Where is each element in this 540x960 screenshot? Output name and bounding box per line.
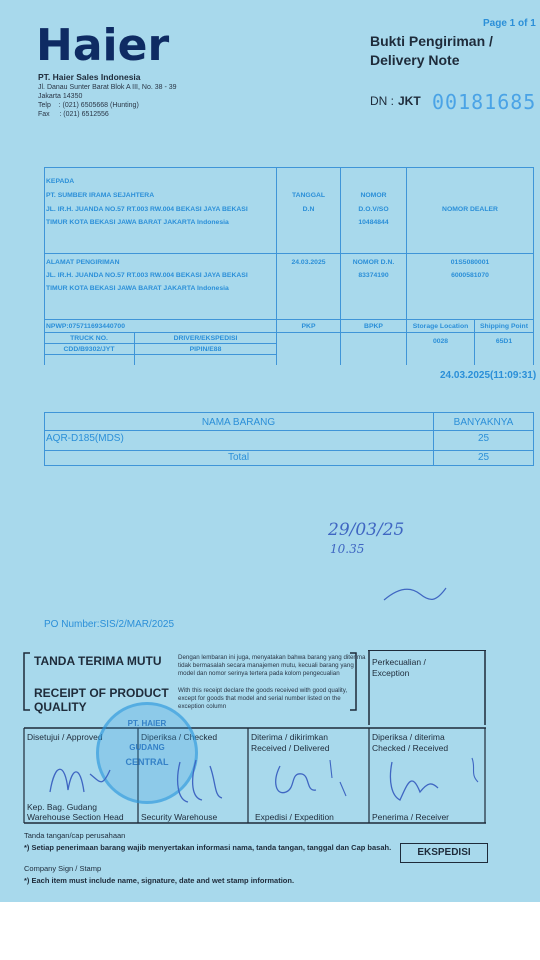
nomor-dn-value: 83374190	[358, 272, 389, 279]
kepada-label: KEPADA	[46, 178, 75, 185]
kepada-name: PT. SUMBER IRAMA SEJAHTERA	[46, 192, 155, 199]
storage-location-label: Storage Location	[412, 323, 469, 330]
nomor-label: NOMOR	[360, 192, 387, 199]
note-en: *) Each item must include name, signature, date and wet stamp information.	[24, 876, 295, 885]
dn-code: JKT	[398, 94, 421, 108]
exception-label-en: Exception	[372, 668, 410, 678]
warehouse-head-label-en: Warehouse Section Head	[27, 812, 124, 822]
alamat-address-1: JL. IR.H. JUANDA NO.57 RT.003 RW.004 BEKASI JAYA BEKASI	[46, 272, 248, 279]
tanggal-label: TANGGAL	[291, 192, 326, 199]
handwritten-signature	[380, 578, 450, 608]
security-warehouse-label: Security Warehouse	[141, 812, 218, 822]
storage-location-value: 0028	[432, 338, 449, 345]
dealer-number-1: 01S5080001	[450, 259, 490, 266]
note-id: *) Setiap penerimaan barang wajib menyertakan informasi nama, tanda tangan, tanggal dan Cap basah.	[24, 843, 392, 852]
title-line-1: Bukti Pengiriman /	[370, 33, 493, 49]
signature-scribbles	[40, 752, 520, 812]
receipt-heading-en-2: QUALITY	[34, 700, 87, 714]
receipt-text-id-1: Dengan lembaran ini juga, menyatakan bahwa barang yang diterima	[178, 654, 366, 661]
dn-number: 00181685	[432, 90, 537, 114]
po-number: PO Number:SIS/2/MAR/2025	[44, 619, 175, 630]
company-address-line: Jl. Danau Sunter Barat Blok A III, No. 38 - 39	[38, 84, 177, 91]
shipping-point-value: 65D1	[495, 338, 513, 345]
goods-item-qty: 25	[477, 433, 490, 444]
goods-total-qty: 25	[477, 452, 490, 463]
handwritten-time: 10.35	[330, 542, 365, 556]
approved-label: Disetujui / Approved	[27, 732, 103, 742]
receipt-text-en-1: With this receipt declare the goods received with good quality,	[178, 687, 348, 694]
goods-total-label: Total	[227, 452, 250, 463]
alamat-address-2: TIMUR KOTA BEKASI JAWA BARAT JAKARTA Indonesia	[46, 285, 229, 292]
document-title	[370, 32, 493, 70]
stamp-text-2: GUDANG	[129, 743, 165, 752]
receipt-text-id-3: model dan nomor serinya tertera pada kolom pengecualian	[178, 670, 340, 677]
kepada-address-2: TIMUR KOTA BEKASI JAWA BARAT JAKARTA Indonesia	[46, 219, 229, 226]
goods-col-qty: BANYAKNYA	[453, 417, 514, 428]
dn-label: DN :	[370, 94, 394, 108]
kepada-address-1: JL. IR.H. JUANDA NO.57 RT.003 RW.004 BEKASI JAYA BEKASI	[46, 206, 248, 213]
nomor-dn-label: NOMOR D.N.	[352, 259, 395, 266]
company-name: PT. Haier Sales Indonesia	[38, 72, 141, 82]
pkp-label: PKP	[301, 323, 316, 330]
alamat-label: ALAMAT PENGIRIMAN	[46, 259, 120, 266]
company-sign-en: Company Sign / Stamp	[24, 864, 102, 873]
company-phone: Telp : (021) 6505668 (Hunting)	[38, 102, 139, 109]
goods-table	[44, 412, 534, 466]
dn-date: 24.03.2025	[291, 259, 326, 266]
delivery-info-table	[44, 167, 537, 381]
nomor-sub-1: D.O.V/SO	[358, 206, 389, 213]
dealer-number-2: 6000581070	[451, 272, 489, 279]
exception-label: Perkecualian /	[372, 657, 426, 667]
copy-label: EKSPEDISI	[400, 843, 488, 863]
shipping-point-label: Shipping Point	[480, 323, 528, 330]
received-label-en: Received / Delivered	[251, 743, 330, 753]
handwritten-date: 29/03/25	[328, 520, 405, 540]
haier-logo: Haier	[36, 20, 170, 71]
receipt-text-en-2: except for goods that model and serial number listed on the	[178, 695, 341, 702]
print-timestamp: 24.03.2025(11:09:31)	[440, 370, 537, 381]
receipt-text-en-3: exception column	[178, 703, 227, 710]
page-indicator: Page 1 of 1	[483, 18, 536, 29]
truck-value: CDD/B9302/JYT	[63, 346, 115, 353]
checked-label: Diperiksa / Checked	[141, 732, 218, 742]
receiver-label: Penerima / Receiver	[372, 812, 450, 822]
received-label-id: Diterima / dikirimkan	[251, 732, 328, 742]
receipt-heading-en-1: RECEIPT OF PRODUCT	[34, 686, 169, 700]
warehouse-head-label-id: Kep. Bag. Gudang	[27, 802, 97, 812]
receipt-text-id-2: tidak bermasalah secara manajemen mutu, kecuali barang yang	[178, 662, 354, 669]
company-address-line: Jakarta 14350	[38, 93, 83, 100]
expedition-label: Expedisi / Expedition	[255, 812, 334, 822]
goods-col-name: NAMA BARANG	[201, 417, 276, 428]
checked-received-label-id: Diperiksa / diterima	[372, 732, 445, 742]
nomor-sub-2: 10484844	[358, 219, 389, 226]
company-fax: Fax : (021) 6512556	[38, 111, 109, 118]
checked-received-label-en: Checked / Received	[372, 743, 449, 753]
title-line-2: Delivery Note	[370, 52, 460, 68]
goods-item-name: AQR-D185(MDS)	[46, 433, 124, 444]
stamp-text-1: PT. HAIER	[127, 719, 167, 728]
nomor-dealer-label: NOMOR DEALER	[442, 206, 498, 213]
receipt-heading-id: TANDA TERIMA MUTU	[34, 654, 162, 668]
truck-label: TRUCK NO.	[70, 335, 108, 342]
npwp: NPWP:075711693440700	[46, 323, 125, 330]
driver-label: DRIVER/EKSPEDISI	[173, 335, 238, 342]
tanggal-sub: D.N	[302, 206, 315, 213]
stamp-text-3: CENTRAL	[125, 757, 169, 767]
driver-value: PIPIN/E88	[189, 346, 222, 353]
company-sign-id: Tanda tangan/cap perusahaan	[24, 831, 126, 840]
bpkp-label: BPKP	[364, 323, 383, 330]
